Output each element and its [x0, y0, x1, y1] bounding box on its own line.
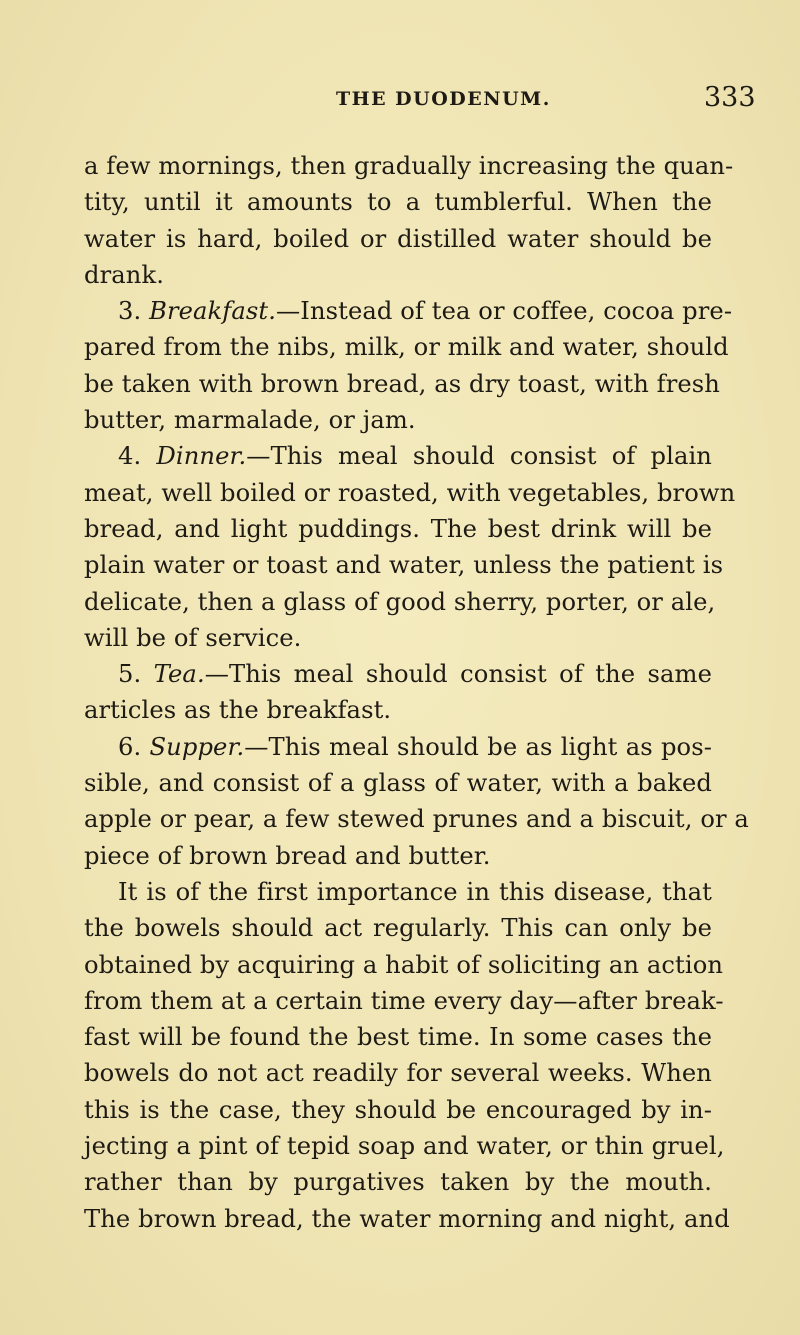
- heading-supper: Supper.: [149, 732, 245, 761]
- body-text: [84, 148, 749, 1237]
- heading-breakfast: Breakfast.: [149, 297, 276, 326]
- heading-dinner: Dinner.: [156, 442, 247, 471]
- text-line: sible, and consist of a glass of water, with a baked: [84, 769, 712, 798]
- text-line: fast will be found the best time. In some cases the: [84, 1023, 712, 1052]
- page-number: 333: [704, 82, 756, 113]
- text-line: pared from the nibs, milk, or milk and water, should: [84, 333, 729, 362]
- text-line: from them at a certain time every day—after break-: [84, 986, 724, 1015]
- text-line: bread, and light puddings. The best drink will be: [84, 514, 712, 543]
- page-header: [0, 82, 800, 122]
- text-line-dinner: 4. Dinner.—This meal should consist of plain: [118, 442, 712, 471]
- text-line: delicate, then a glass of good sherry, porter, or ale,: [84, 587, 716, 616]
- text-line: bowels do not act readily for several weeks. When: [84, 1059, 712, 1088]
- heading-tea: Tea.: [153, 660, 205, 689]
- text-line: drank.: [84, 260, 164, 289]
- text-line: water is hard, boiled or distilled water should be: [84, 224, 712, 253]
- text-line: obtained by acquiring a habit of soliciting an action: [84, 950, 724, 979]
- text-line: the bowels should act regularly. This can only be: [84, 914, 712, 943]
- text-line: jecting a pint of tepid soap and water, or thin gruel,: [84, 1132, 725, 1161]
- text-line: be taken with brown bread, as dry toast, with fresh: [84, 369, 720, 398]
- text-line-breakfast: 3. Breakfast.—Instead of tea or coffee, cocoa pre-: [118, 297, 733, 326]
- text-line: The brown bread, the water morning and night, and: [84, 1204, 730, 1233]
- text-line-tea: 5. Tea.—This meal should consist of the same: [118, 660, 712, 689]
- text-line: a few mornings, then gradually increasing the quan-: [84, 152, 734, 180]
- text-line: plain water or toast and water, unless the patient is: [84, 551, 724, 580]
- text-line: tity, until it amounts to a tumblerful. When the: [84, 188, 712, 217]
- text-line: meat, well boiled or roasted, with vegetables, brown: [84, 478, 736, 507]
- text-line: rather than by purgatives taken by the mouth.: [84, 1168, 712, 1197]
- text-line: will be of service.: [84, 623, 302, 652]
- text-line: articles as the breakfast.: [84, 696, 392, 725]
- text-line: piece of brown bread and butter.: [84, 841, 491, 870]
- text-line-supper: 6. Supper.—This meal should be as light as pos-: [118, 732, 712, 761]
- text-line: butter, marmalade, or jam.: [84, 406, 416, 435]
- running-title: THE DUODENUM.: [336, 88, 551, 110]
- text-line: apple or pear, a few stewed prunes and a biscuit, or a: [84, 805, 749, 834]
- text-line: It is of the first importance in this disease, that: [118, 877, 712, 906]
- text-line: this is the case, they should be encouraged by in-: [84, 1095, 712, 1124]
